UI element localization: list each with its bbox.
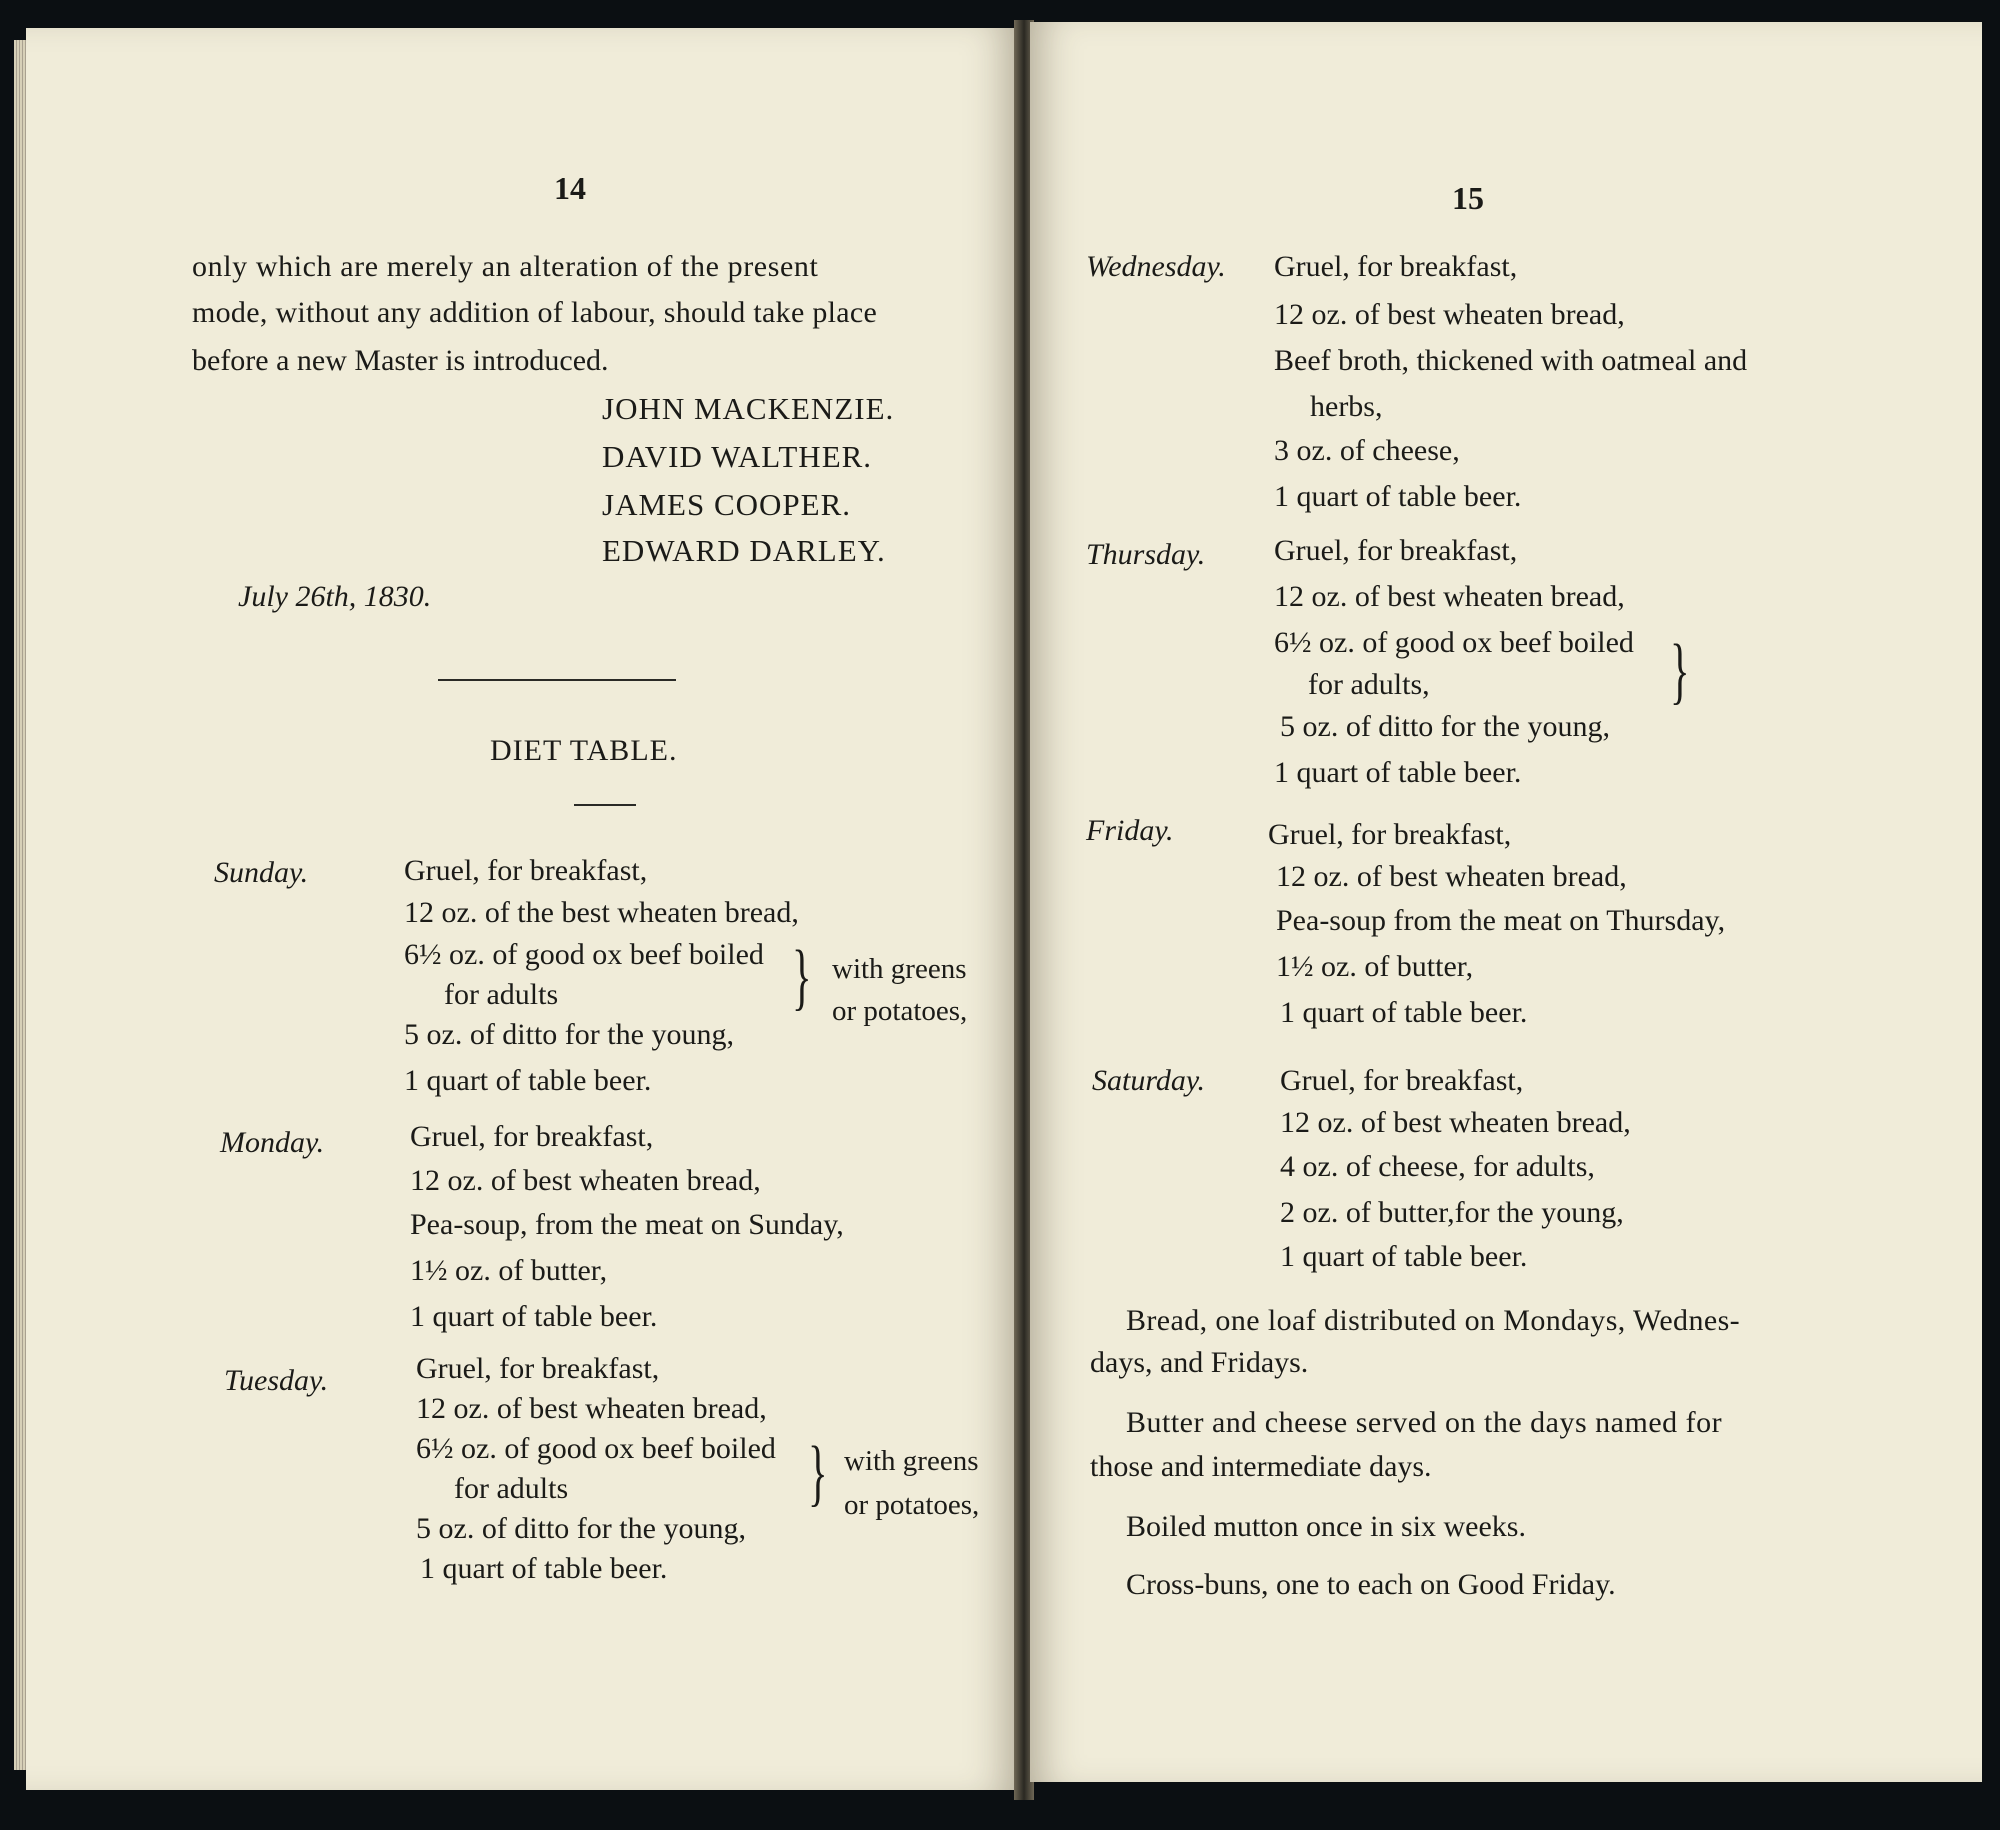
diet-line: 5 oz. of ditto for the young, <box>404 1018 734 1051</box>
diet-line: 1 quart of table beer. <box>1280 996 1528 1029</box>
diet-line: 6½ oz. of good ox beef boiled <box>404 938 764 971</box>
day-label: Friday. <box>1086 814 1174 847</box>
brace: } <box>792 936 812 1018</box>
diet-line: Gruel, for breakfast, <box>1280 1064 1524 1097</box>
divider <box>574 804 636 806</box>
diet-line: 1 quart of table beer. <box>1280 1240 1528 1273</box>
note-line: those and intermediate days. <box>1090 1450 1432 1483</box>
diet-line: for adults, <box>1308 668 1430 701</box>
signatory: JOHN MACKENZIE. <box>602 391 895 426</box>
page-number: 15 <box>1452 180 1484 216</box>
diet-line: 1 quart of table beer. <box>1274 756 1522 789</box>
side-note: or potatoes, <box>832 995 968 1027</box>
diet-line: 12 oz. of best wheaten bread, <box>410 1164 761 1197</box>
day-label: Thursday. <box>1086 538 1206 571</box>
diet-line: Gruel, for breakfast, <box>410 1120 654 1153</box>
brace: } <box>1670 630 1690 712</box>
diet-line: 3 oz. of cheese, <box>1274 434 1460 467</box>
note-line: days, and Fridays. <box>1090 1346 1309 1379</box>
diet-line: 12 oz. of the best wheaten bread, <box>404 896 799 929</box>
diet-line: 12 oz. of best wheaten bread, <box>416 1392 767 1425</box>
diet-line: 2 oz. of butter,for the young, <box>1280 1196 1624 1229</box>
page-number: 14 <box>554 170 586 206</box>
right-page <box>1030 22 1982 1782</box>
diet-line: Gruel, for breakfast, <box>404 854 648 887</box>
day-label: Sunday. <box>214 856 309 889</box>
diet-line: herbs, <box>1310 390 1383 423</box>
note-line: Cross-buns, one to each on Good Friday. <box>1126 1568 1616 1601</box>
diet-line: Gruel, for breakfast, <box>1274 534 1518 567</box>
signatory: JAMES COOPER. <box>602 487 851 522</box>
side-note: or potatoes, <box>844 1489 980 1521</box>
intro-line: only which are merely an alteration of the present <box>192 250 819 283</box>
note-line: Butter and cheese served on the days named for <box>1126 1406 1723 1439</box>
diet-line: 5 oz. of ditto for the young, <box>1280 710 1610 743</box>
intro-line: mode, without any addition of labour, should take place <box>192 296 878 329</box>
brace: } <box>808 1432 828 1514</box>
diet-line: for adults <box>444 978 559 1011</box>
day-label: Tuesday. <box>224 1364 329 1397</box>
diet-line: 4 oz. of cheese, for adults, <box>1280 1150 1595 1183</box>
date: July 26th, 1830. <box>238 580 432 613</box>
signatory: EDWARD DARLEY. <box>602 533 886 568</box>
diet-line: Pea-soup, from the meat on Sunday, <box>410 1208 844 1241</box>
diet-line: 12 oz. of best wheaten bread, <box>1276 860 1627 893</box>
diet-line: for adults <box>454 1472 569 1505</box>
side-note: with greens <box>832 953 967 985</box>
side-note: with greens <box>844 1445 979 1477</box>
diet-line: Gruel, for breakfast, <box>1274 250 1518 283</box>
diet-line: Pea-soup from the meat on Thursday, <box>1276 904 1726 937</box>
signatory: DAVID WALTHER. <box>602 439 873 474</box>
day-label: Monday. <box>220 1126 325 1159</box>
note-line: Boiled mutton once in six weeks. <box>1126 1510 1526 1543</box>
diet-line: 12 oz. of best wheaten bread, <box>1280 1106 1631 1139</box>
diet-line: Gruel, for breakfast, <box>1268 818 1512 851</box>
diet-line: 12 oz. of best wheaten bread, <box>1274 298 1625 331</box>
divider <box>438 679 676 681</box>
diet-line: 1½ oz. of butter, <box>410 1254 608 1287</box>
left-page <box>26 28 1016 1790</box>
diet-line: 6½ oz. of good ox beef boiled <box>416 1432 776 1465</box>
note-line: Bread, one loaf distributed on Mondays, Wednes- <box>1126 1304 1741 1337</box>
intro-line: before a new Master is introduced. <box>192 344 609 377</box>
diet-line: 1 quart of table beer. <box>404 1064 652 1097</box>
diet-line: 1 quart of table beer. <box>420 1552 668 1585</box>
diet-line: 6½ oz. of good ox beef boiled <box>1274 626 1634 659</box>
day-label: Wednesday. <box>1086 250 1226 283</box>
day-label: Saturday. <box>1092 1064 1206 1097</box>
diet-line: Beef broth, thickened with oatmeal and <box>1274 344 1748 377</box>
diet-line: 1½ oz. of butter, <box>1276 950 1474 983</box>
diet-table-heading: DIET TABLE. <box>490 734 678 767</box>
diet-line: 1 quart of table beer. <box>410 1300 658 1333</box>
diet-line: Gruel, for breakfast, <box>416 1352 660 1385</box>
diet-line: 12 oz. of best wheaten bread, <box>1274 580 1625 613</box>
diet-line: 1 quart of table beer. <box>1274 480 1522 513</box>
diet-line: 5 oz. of ditto for the young, <box>416 1512 746 1545</box>
